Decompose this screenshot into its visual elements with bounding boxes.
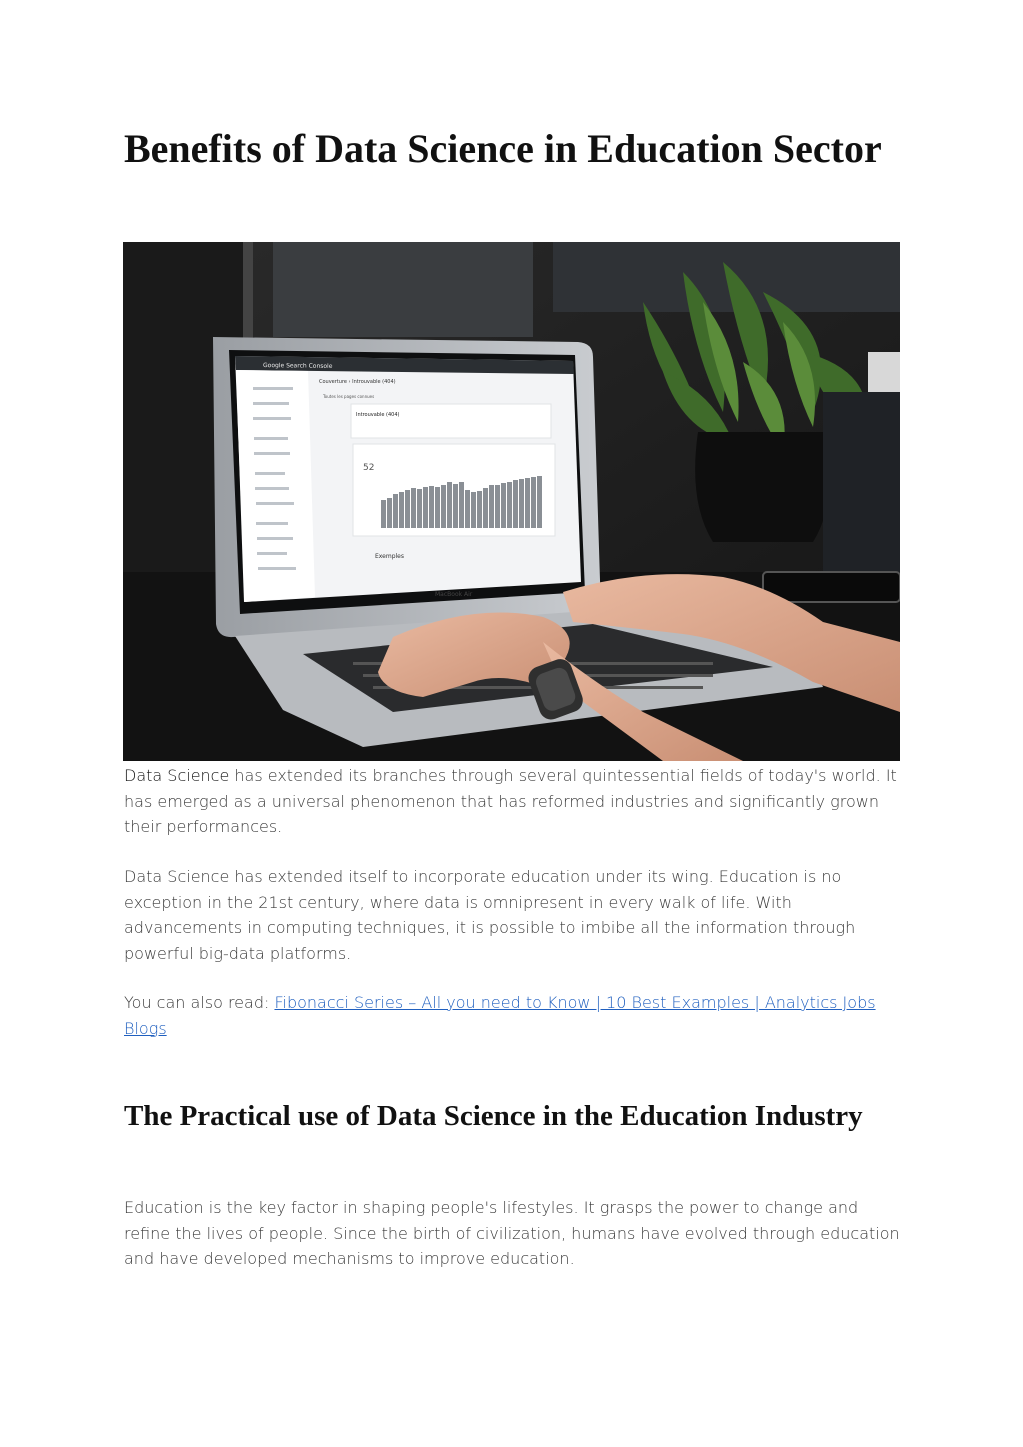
paragraph-2: Data Science has extended itself to incorporate education under its wing. Education is no exception in the 21st century, where data is omnipresent in every walk of life. With advancements in computing techniques, it is possible to imbibe all the information through powerful big-data platforms.	[124, 867, 856, 963]
laptop-photo-illustration	[123, 242, 900, 761]
hero-image	[123, 242, 900, 761]
laptop-brand-label: MacBook Air	[435, 591, 473, 598]
screen-card-title: Introuvable (404)	[356, 412, 400, 418]
intro-paragraph	[124, 763, 904, 840]
paragraph-3: Education is the key factor in shaping people's lifestyles. It grasps the power to change and refine the lives of people. Since the birth of civilization, humans have evolved through education and have developed mechanisms to improve education.	[124, 1198, 900, 1268]
also-read-link[interactable]: Fibonacci Series – All you need to Know | 10 Best Examples | Analytics Jobs Blogs	[124, 993, 876, 1038]
screen-breadcrumb: Couverture › Introuvable (404)	[319, 379, 396, 385]
screen-filter: Toutes les pages connues	[323, 394, 375, 399]
screen-section-title: Exemples	[375, 553, 404, 560]
also-read-prefix: You can also read:	[124, 993, 275, 1012]
intro-lead-term: Data Science	[124, 766, 230, 785]
page-title: Benefits of Data Science in Education Sector	[124, 126, 882, 171]
screen-stat-value: 52	[363, 463, 375, 473]
screen-app-name: Google Search Console	[262, 362, 333, 370]
intro-text: has extended its branches through several quintessential fields of today's world. It has emerged as a universal phenomenon that has reformed industries and significantly grown their performances.	[124, 766, 897, 836]
section-heading: The Practical use of Data Science in the Education Industry	[124, 1100, 863, 1132]
also-read-paragraph	[124, 990, 904, 1041]
